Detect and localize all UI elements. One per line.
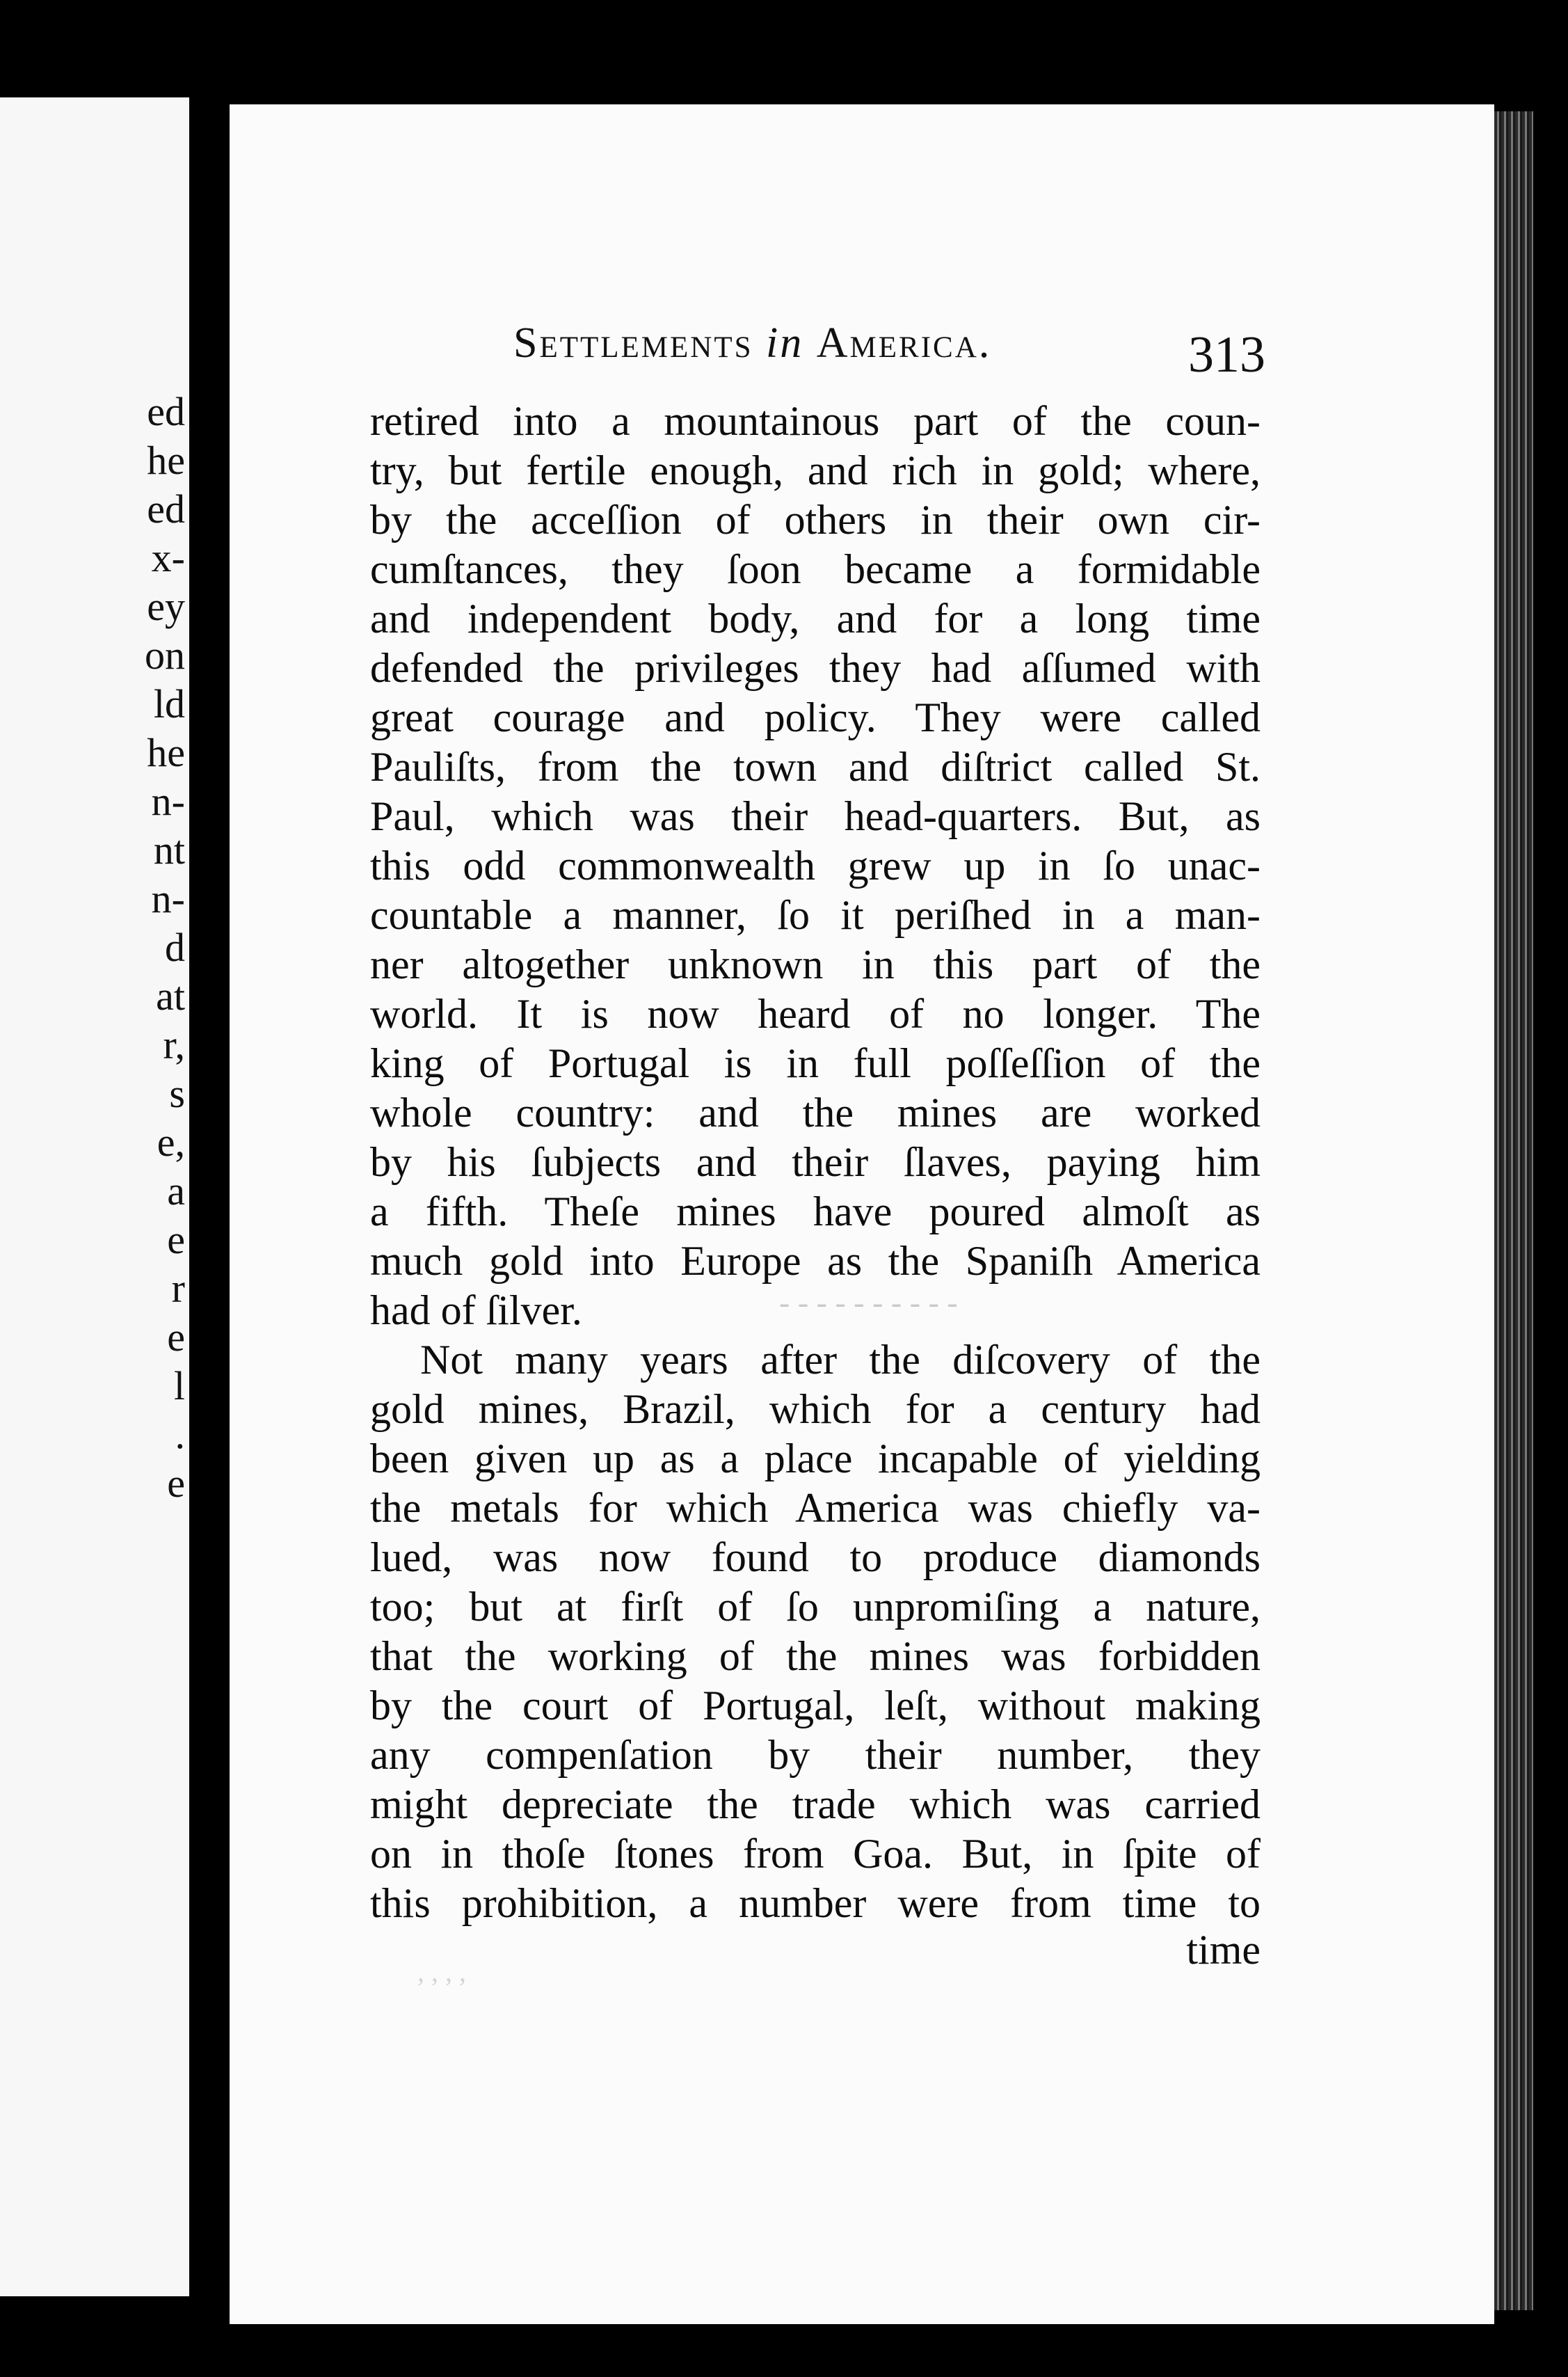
text-line: too; but at firſt of ſo unpromiſing a nature, [370, 1584, 1261, 1630]
text-line: a fifth. Theſe mines have poured almoſt as [370, 1188, 1261, 1234]
text-line: much gold into Europe as the Spaniſh America [370, 1238, 1261, 1284]
text-line: might depreciate the trade which was carried [370, 1781, 1261, 1827]
text-line: king of Portugal is in full poſſeſſion of the [370, 1040, 1261, 1086]
left-page-fragment: n- [151, 876, 185, 921]
text-line: been given up as a place incapable of yielding [370, 1436, 1261, 1481]
text-line: whole country: and the mines are worked [370, 1090, 1261, 1136]
text-line: cumſtances, they ſoon became a formidable [370, 546, 1261, 592]
left-page-fragment: s [169, 1071, 185, 1116]
left-page-fragment: ed [147, 486, 185, 532]
left-page-fragment: ey [147, 584, 185, 629]
text-line: world. It is now heard of no longer. The [370, 991, 1261, 1037]
page-edge [1494, 111, 1533, 2310]
running-head-america: America. [816, 319, 992, 367]
text-line: on in thoſe ſtones from Goa. But, in ſpite of [370, 1831, 1261, 1877]
text-line: lued, was now found to produce diamonds [370, 1534, 1261, 1580]
page-number: 313 [1188, 326, 1265, 383]
left-page-fragment: . [175, 1412, 185, 1457]
left-page-fragment: d [165, 925, 185, 970]
show-through-text: - - - - - - - - - - [779, 1285, 958, 1320]
left-page-fragment: ed [147, 389, 185, 434]
running-head-in: in [766, 319, 804, 367]
catchword: time [1186, 1927, 1261, 1973]
running-head-settlements: Settlements [513, 319, 753, 367]
left-page-fragment: nt [153, 827, 185, 873]
left-page-fragment: he [147, 730, 185, 775]
text-line: defended the privileges they had aſſumed with [370, 645, 1261, 691]
text-line: by the court of Portugal, leſt, without making [370, 1683, 1261, 1728]
text-line: the metals for which America was chiefly va- [370, 1485, 1261, 1531]
running-head [513, 319, 1279, 374]
left-page-fragment: e, [157, 1120, 185, 1165]
text-line: this prohibition, a number were from time to [370, 1880, 1261, 1926]
left-page-fragment: n- [151, 779, 185, 824]
text-line: great courage and policy. They were called [370, 694, 1261, 740]
text-line: Pauliſts, from the town and diſtrict called St. [370, 744, 1261, 790]
text-line: by his ſubjects and their ſlaves, paying him [370, 1139, 1261, 1185]
text-line: try, but fertile enough, and rich in gold; where, [370, 447, 1261, 493]
left-page-fragment: r [171, 1266, 185, 1311]
text-line: gold mines, Brazil, which for a century had [370, 1386, 1261, 1432]
left-facing-page [0, 97, 189, 2296]
left-page-fragment: e [167, 1314, 185, 1360]
text-line: Not many years after the diſcovery of the [420, 1337, 1261, 1383]
text-line: by the acceſſion of others in their own cir- [370, 497, 1261, 543]
left-page-fragment: e [167, 1217, 185, 1262]
show-through-text: , , , , [417, 1956, 466, 1987]
text-line: any compenſation by their number, they [370, 1732, 1261, 1778]
text-line: retired into a mountainous part of the coun- [370, 398, 1261, 444]
text-line: countable a manner, ſo it periſhed in a man- [370, 892, 1261, 938]
left-page-fragment: r, [163, 1022, 185, 1067]
text-line: ner altogether unknown in this part of the [370, 941, 1261, 987]
text-line: that the working of the mines was forbidden [370, 1633, 1261, 1679]
left-page-fragment: l [173, 1363, 185, 1408]
text-line: had of ſilver. [370, 1287, 582, 1333]
left-page-fragment: e [167, 1461, 185, 1506]
body-text [370, 397, 1261, 1928]
left-page-fragment: ld [153, 681, 185, 726]
left-page-fragment: he [147, 438, 185, 483]
text-line: Paul, which was their head-quarters. But, as [370, 793, 1261, 839]
text-line: and independent body, and for a long time [370, 596, 1261, 642]
text-line: this odd commonwealth grew up in ſo unac- [370, 843, 1261, 889]
left-page-fragment: at [156, 973, 185, 1019]
left-page-fragment: x- [151, 535, 185, 580]
left-page-fragment: on [145, 633, 185, 678]
left-page-fragment: a [167, 1168, 185, 1214]
